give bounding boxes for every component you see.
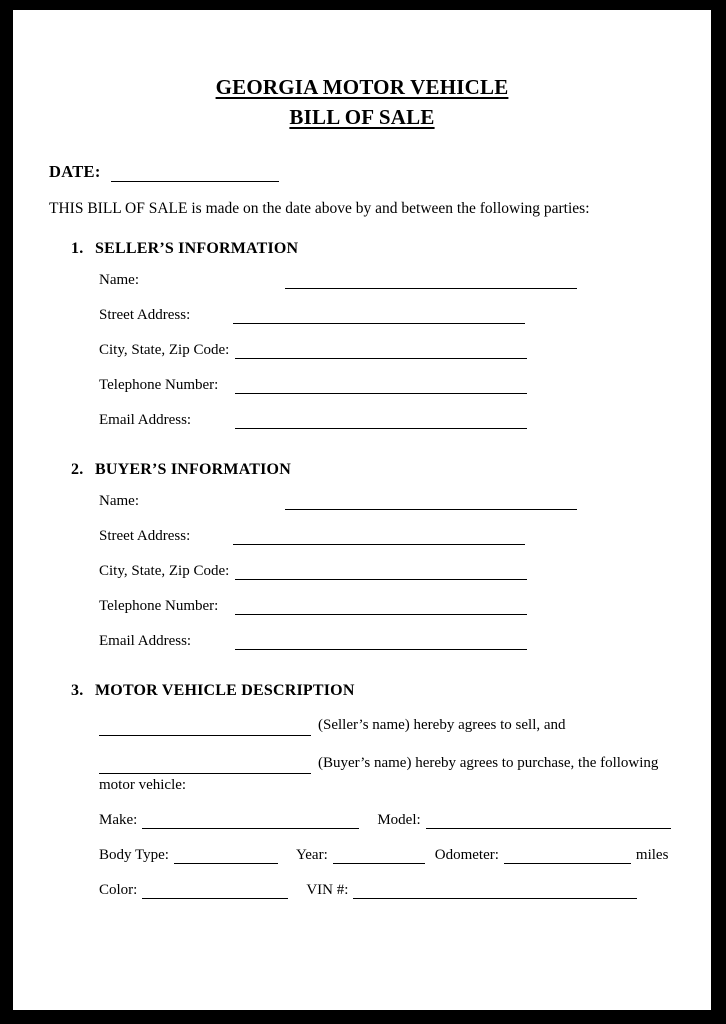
field-label: Email Address: <box>99 633 192 649</box>
row-bodytype-year-odometer <box>99 847 675 864</box>
section-1-number: 1. <box>71 240 84 257</box>
miles-label: miles <box>635 847 669 863</box>
date-input-line[interactable] <box>111 168 279 182</box>
row-color-vin <box>99 882 675 899</box>
field-seller-city-state-zip <box>99 342 675 359</box>
field-input-line[interactable] <box>235 381 527 394</box>
vin-input-line[interactable] <box>353 886 637 899</box>
year-label: Year: <box>295 847 328 863</box>
body-type-label: Body Type: <box>99 847 169 863</box>
field-input-line[interactable] <box>235 602 527 615</box>
field-label: Street Address: <box>99 528 191 544</box>
field-label: City, State, Zip Code: <box>99 563 230 579</box>
vin-label: VIN #: <box>306 882 349 898</box>
document-title <box>49 72 675 132</box>
model-label: Model: <box>377 812 421 828</box>
section-spacer <box>49 447 675 461</box>
field-buyer-telephone <box>99 598 675 615</box>
field-buyer-name <box>99 493 675 510</box>
field-input-line[interactable] <box>235 637 527 650</box>
field-input-line[interactable] <box>233 532 525 545</box>
field-input-line[interactable] <box>235 346 527 359</box>
section-1-title: SELLER’S INFORMATION <box>95 240 299 257</box>
odometer-label: Odometer: <box>434 847 499 863</box>
section-buyer-information <box>49 461 675 650</box>
row-make-model <box>99 812 675 829</box>
field-label: Telephone Number: <box>99 598 219 614</box>
document-body <box>13 10 711 899</box>
section-spacer <box>49 668 675 682</box>
field-label: Email Address: <box>99 412 192 428</box>
field-label: Street Address: <box>99 307 191 323</box>
title-line-2: BILL OF SALE <box>289 105 435 129</box>
year-input-line[interactable] <box>333 851 425 864</box>
field-buyer-street-address <box>99 528 675 545</box>
section-motor-vehicle-description <box>49 682 675 899</box>
date-label: DATE: <box>49 162 101 181</box>
make-input-line[interactable] <box>142 816 359 829</box>
field-seller-street-address <box>99 307 675 324</box>
field-input-line[interactable] <box>285 497 577 510</box>
date-row <box>49 162 675 182</box>
buyer-name-input-line[interactable] <box>99 761 311 774</box>
seller-clause-text: (Seller’s name) hereby agrees to sell, and <box>318 717 566 733</box>
field-input-line[interactable] <box>235 416 527 429</box>
field-label: Name: <box>99 493 139 509</box>
section-seller-information <box>49 240 675 429</box>
field-seller-name <box>99 272 675 289</box>
document-page <box>13 10 711 1010</box>
section-2-heading <box>71 461 675 479</box>
field-seller-email <box>99 412 675 429</box>
field-label: Name: <box>99 272 139 288</box>
intro-paragraph: THIS BILL OF SALE is made on the date above by and between the following parties: <box>49 200 590 217</box>
odometer-input-line[interactable] <box>504 851 631 864</box>
field-buyer-email <box>99 633 675 650</box>
section-3-title: MOTOR VEHICLE DESCRIPTION <box>95 682 355 699</box>
color-input-line[interactable] <box>142 886 288 899</box>
make-label: Make: <box>99 812 138 828</box>
field-input-line[interactable] <box>233 311 525 324</box>
buyer-clause-continued: motor vehicle: <box>99 777 187 793</box>
seller-clause-row <box>99 714 675 736</box>
section-1-heading <box>71 240 675 258</box>
field-input-line[interactable] <box>235 567 527 580</box>
seller-name-input-line[interactable] <box>99 723 311 736</box>
field-input-line[interactable] <box>285 276 577 289</box>
field-seller-telephone <box>99 377 675 394</box>
section-2-title: BUYER’S INFORMATION <box>95 461 291 478</box>
field-label: City, State, Zip Code: <box>99 342 230 358</box>
buyer-clause-row <box>99 752 675 774</box>
field-buyer-city-state-zip <box>99 563 675 580</box>
section-3-heading <box>71 682 675 700</box>
title-line-1: GEORGIA MOTOR VEHICLE <box>215 75 509 99</box>
model-input-line[interactable] <box>426 816 671 829</box>
section-3-number: 3. <box>71 682 84 699</box>
field-label: Telephone Number: <box>99 377 219 393</box>
buyer-clause-text: (Buyer’s name) hereby agrees to purchase, the following <box>318 755 659 771</box>
section-2-number: 2. <box>71 461 84 478</box>
color-label: Color: <box>99 882 138 898</box>
body-type-input-line[interactable] <box>174 851 278 864</box>
vehicle-description-body <box>99 714 675 899</box>
